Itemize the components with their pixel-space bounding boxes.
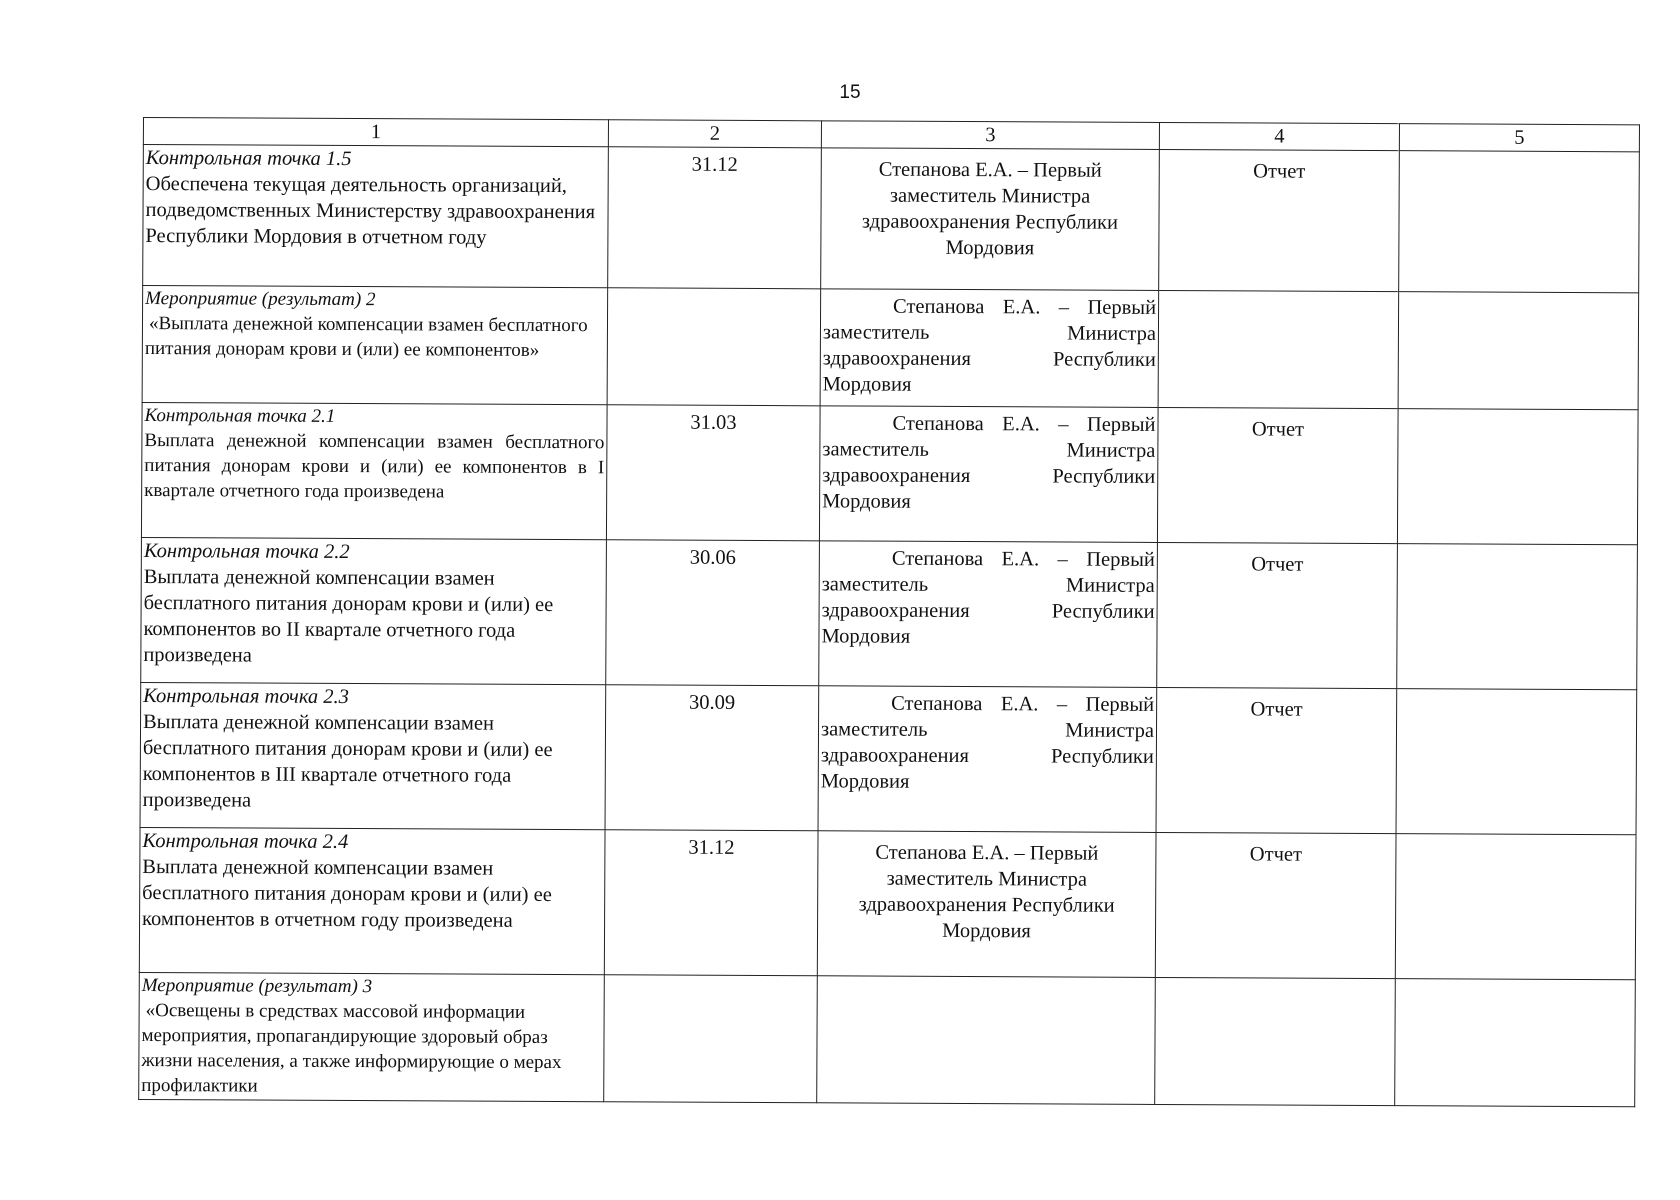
table-row [143,145,1640,293]
item-cell [140,682,606,829]
column-header: 5 [1399,124,1639,152]
item-text: Выплата денежной компенсации взамен бесплатного питания донорам крови и (или) ее компонентов в I квартале отчетного года произведена [144,430,605,503]
empty-cell [1398,292,1639,410]
responsible-cell: Степанова Е.А. – Первый заместитель Министра здравоохранения Республики Мордовия [818,686,1157,833]
responsible-cell: Степанова Е.А. – Первый заместитель Министра здравоохранения Республики Мордовия [819,541,1158,688]
item-text: «Освещены в средствах массовой информации мероприятия, пропагандирующие здоровый образ жизни населения, а также информирующие о мерах профилактики [141,1000,562,1097]
item-cell [143,145,609,288]
table-row [141,537,1638,689]
item-text: Выплата денежной компенсации взамен бесплатного питания донорам крови и (или) ее компонентов в отчетном году произведена [142,856,552,932]
item-title: Мероприятие (результат) 3 [141,975,373,998]
item-title: Контрольная точка 2.2 [143,540,350,564]
item-text: «Выплата денежной компенсации взамен бесплатного питания донорам крови и (или) ее компонентов» [144,313,588,361]
table-row [139,827,1636,979]
date-cell: 31.12 [608,147,822,289]
item-cell [141,537,607,684]
report-cell [1155,977,1396,1105]
empty-cell [1399,151,1640,293]
empty-cell [1397,544,1638,690]
item-title: Контрольная точка 2.3 [143,685,350,709]
column-header: 3 [821,121,1159,150]
item-cell [142,286,608,405]
date-cell: 31.12 [604,830,818,976]
date-cell: 30.09 [605,685,819,831]
table-row [141,402,1638,544]
table-row [139,972,1636,1106]
date-cell [604,975,818,1103]
responsible-cell: Степанова Е.А. – Первый заместитель Министра здравоохранения Республики Мордовия [819,406,1158,543]
empty-cell [1397,409,1638,545]
report-cell: Отчет [1156,687,1397,833]
date-cell: 30.06 [606,540,820,686]
column-header: 4 [1159,122,1399,150]
item-cell [141,402,607,539]
responsible-cell: Степанова Е.А. – Первый заместитель Министра здравоохранения Республики Мордовия [821,148,1160,291]
item-title: Контрольная точка 1.5 [145,147,352,171]
table-row [142,286,1639,410]
item-title: Мероприятие (результат) 2 [145,288,376,311]
item-cell [139,972,605,1101]
empty-cell [1396,689,1637,835]
item-title: Контрольная точка 2.4 [142,830,349,854]
item-cell [139,827,605,974]
empty-cell [1395,979,1636,1107]
page-number: 15 [839,82,861,103]
responsible-cell: Степанова Е.А. – Первый заместитель Министра здравоохранения Республики Мордовия [817,831,1156,978]
report-cell: Отчет [1155,832,1396,978]
item-text: Выплата денежной компенсации взамен бесплатного питания донорам крови и (или) ее компонентов в III квартале отчетного года произведена [142,711,553,812]
report-cell [1158,290,1399,408]
table-row [140,682,1637,834]
date-cell [607,288,821,406]
report-cell: Отчет [1157,407,1398,543]
column-header: 2 [608,120,821,148]
date-cell: 31.03 [606,405,820,541]
column-header: 1 [143,118,608,147]
plan-table [138,117,1640,1107]
report-cell: Отчет [1159,149,1400,291]
responsible-cell: Степанова Е.А. – Первый заместитель Министра здравоохранения Республики Мордовия [820,289,1159,408]
item-text: Выплата денежной компенсации взамен бесплатного питания донорам крови и (или) ее компонентов во II квартале отчетного года произведена [143,566,554,667]
report-cell: Отчет [1157,542,1398,688]
empty-cell [1395,834,1636,980]
item-title: Контрольная точка 2.1 [144,405,336,427]
item-text: Обеспечена текущая деятельность организаций, подведомственных Министерству здравоохранения Республики Мордовия в отчетном году [145,173,596,249]
responsible-cell [817,976,1156,1105]
